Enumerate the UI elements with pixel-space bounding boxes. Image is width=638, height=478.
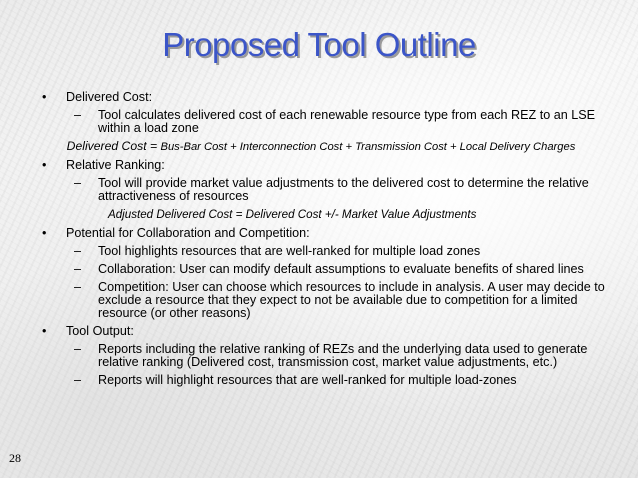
bullet-marker: • (42, 226, 47, 240)
sub-bullet-marker: – (74, 108, 82, 122)
bullet-collaboration (36, 227, 606, 240)
bullet-marker: • (42, 324, 47, 338)
sub-bullet-marker: – (74, 176, 82, 190)
sub-bullet-marker: – (74, 280, 82, 294)
slide-content (36, 91, 606, 392)
sub-bullet-marker: – (74, 342, 82, 356)
sub-bullet-text: Collaboration: User can modify default assumptions to evaluate benefits of shared lines (98, 262, 584, 276)
bullet-heading: Tool Output: (66, 324, 134, 338)
formula-terms: Bus-Bar Cost + Interconnection Cost + Transmission Cost + Local Delivery Charges (160, 141, 576, 153)
bullet-delivered-cost (36, 91, 606, 104)
bullet-heading: Potential for Collaboration and Competition: (66, 226, 310, 240)
bullet-marker: • (42, 158, 47, 172)
sub-bullet-text: Tool highlights resources that are well-ranked for multiple load zones (98, 244, 481, 258)
sub-bullet (36, 109, 606, 135)
bullet-heading: Delivered Cost: (66, 90, 153, 104)
sub-bullet (36, 263, 606, 276)
formula-lead: Delivered Cost = (66, 139, 158, 153)
bullet-relative-ranking (36, 159, 606, 172)
bullet-tool-output (36, 325, 606, 338)
bullet-marker: • (42, 90, 47, 104)
sub-bullet (36, 343, 606, 369)
sub-bullet-text: Tool calculates delivered cost of each renewable resource type from each REZ to an LSE within a load zone (98, 108, 596, 135)
sub-bullet (36, 281, 606, 320)
sub-bullet-text: Competition: User can choose which resources to include in analysis. A user may decide to exclude a resource that they expect to not be available due to competition for a limited resource (or other reasons) (98, 280, 605, 320)
sub-bullet (36, 374, 606, 387)
adjusted-cost-formula: Adjusted Delivered Cost = Delivered Cost +/- Market Value Adjustments (108, 208, 477, 221)
sub-bullet (36, 177, 606, 203)
sub-bullet-text: Reports will highlight resources that are well-ranked for multiple load-zones (98, 373, 517, 387)
slide-title: Proposed Tool Outline (162, 26, 476, 63)
sub-bullet-text: Tool will provide market value adjustments to the delivered cost to determine the relative attractiveness of resources (98, 176, 589, 203)
sub-bullet (36, 245, 606, 258)
sub-bullet-text: Reports including the relative ranking of REZs and the underlying data used to generate relative ranking (Delivered cost, transmission cost, market value adjustments, etc.) (98, 342, 588, 369)
bullet-heading: Relative Ranking: (66, 158, 165, 172)
sub-bullet-marker: – (74, 373, 82, 387)
page-number: 28 (9, 451, 21, 465)
sub-bullet-marker: – (74, 262, 82, 276)
sub-bullet-marker: – (74, 244, 82, 258)
delivered-cost-formula (36, 140, 606, 154)
